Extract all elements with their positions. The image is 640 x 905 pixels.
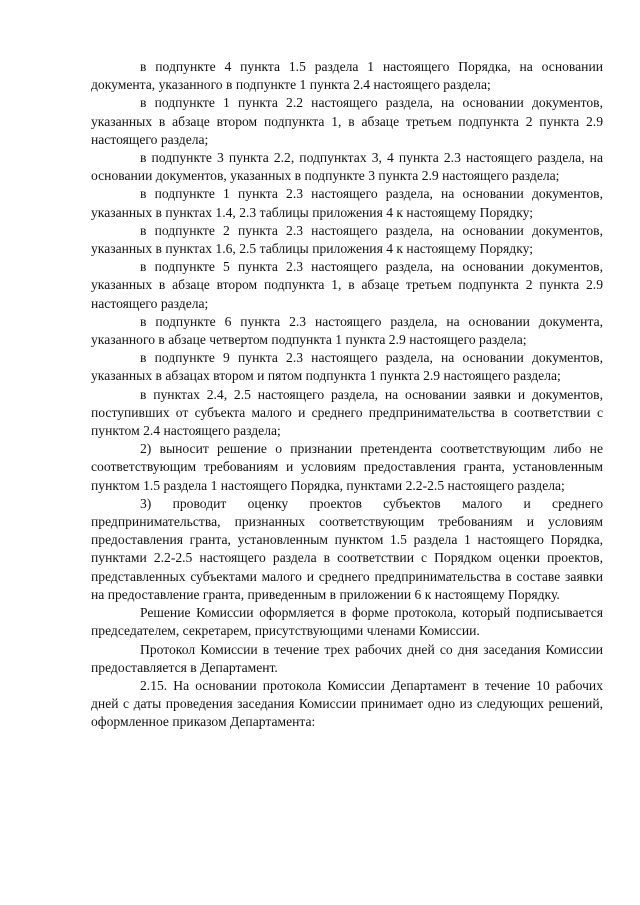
- paragraph: в подпункте 6 пункта 2.3 настоящего раздела, на основании документа, указанного в абзаце четвертом подпункта 1 пункта 2.9 настоящего раздела;: [91, 313, 603, 348]
- document-body: [91, 58, 603, 732]
- paragraph: в подпункте 4 пункта 1.5 раздела 1 настоящего Порядка, на основании документа, указанного в подпункте 1 пункта 2.4 настоящего раздела;: [91, 59, 603, 93]
- paragraph: в подпункте 9 пункта 2.3 настоящего раздела, на основании документов, указанных в абзацах втором и пятом подпункта 1 пункта 2.9 настоящего раздела;: [91, 350, 603, 384]
- paragraph: в подпункте 2 пункта 2.3 настоящего раздела, на основании документов, указанных в пунктах 1.6, 2.5 таблицы приложения 4 к настоящему Порядку;: [91, 222, 603, 257]
- paragraph: Протокол Комиссии в течение трех рабочих дней со дня заседания Комиссии предоставляется в Департамент.: [91, 641, 603, 675]
- paragraph: 2) выносит решение о признании претендента соответствующим либо не соответствующим требованиям и условиям предоставления гранта, установленным пунктом 1.5 раздела 1 настоящего Порядка, пунктами 2.2-2.5 настоящего раздела;: [91, 441, 603, 493]
- paragraph: в пунктах 2.4, 2.5 настоящего раздела, на основании заявки и документов, поступивших от субъекта малого и среднего предпринимательства в соответствии с пунктом 2.4 настоящего раздела;: [91, 386, 603, 439]
- paragraph: Решение Комиссии оформляется в форме протокола, который подписывается председателем, секретарем, присутствующими членами Комиссии.: [91, 605, 603, 639]
- paragraph: в подпункте 5 пункта 2.3 настоящего раздела, на основании документов, указанных в абзаце втором подпункта 1, в абзаце третьем подпункта 2 пункта 2.9 настоящего раздела;: [91, 259, 603, 311]
- paragraph: в подпункте 3 пункта 2.2, подпунктах 3, 4 пункта 2.3 настоящего раздела, на основании документов, указанных в подпункте 3 пункта 2.9 настоящего раздела;: [91, 150, 603, 184]
- paragraph: в подпункте 1 пункта 2.2 настоящего раздела, на основании документов, указанных в абзаце втором подпункта 1, в абзаце третьем подпункта 2 пункта 2.9 настоящего раздела;: [91, 95, 603, 147]
- paragraph: в подпункте 1 пункта 2.3 настоящего раздела, на основании документов, указанных в пунктах 1.4, 2.3 таблицы приложения 4 к настоящему Порядку;: [91, 186, 603, 220]
- paragraph: 3) проводит оценку проектов субъектов малого и среднего предпринимательства, признанных соответствующим требованиям и условиям предоставления гранта, установленным пунктом 1.5 раздела 1 настоящего Порядка, пунктами 2.2-2.5 настоящего раздела в соответствии с Порядком оценки проектов, представленных субъектами малого и среднего предпринимательства в составе заявки на предоставление гранта, приведенным в приложении 6 к настоящему Порядку.: [91, 495, 603, 602]
- paragraph: 2.15. На основании протокола Комиссии Департамент в течение 10 рабочих дней с даты проведения заседания Комиссии принимает одно из следующих решений, оформленное приказом Департамента:: [91, 677, 603, 730]
